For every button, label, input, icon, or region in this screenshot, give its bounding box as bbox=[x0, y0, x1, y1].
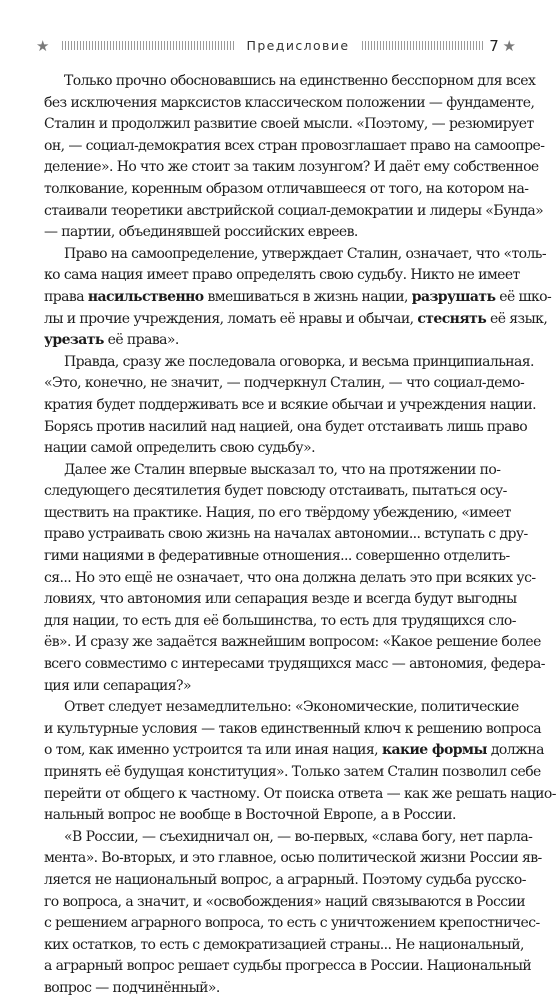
line-text: ция или сепарация?» bbox=[44, 677, 191, 694]
line-text: а аграрный вопрос решает судьбы прогресса в России. Национальный bbox=[44, 958, 532, 975]
line-text: — партии, объединявшей российских евреев. bbox=[44, 224, 358, 241]
text-line bbox=[44, 870, 526, 892]
emphasis-text: какие формы bbox=[381, 742, 487, 759]
line-text: Далее же Сталин впервые высказал то, что на протяжении по- bbox=[64, 461, 501, 478]
star-icon: ★ bbox=[36, 37, 50, 55]
text-line bbox=[44, 719, 541, 741]
text-line bbox=[44, 287, 552, 309]
text-line bbox=[44, 740, 544, 762]
line-text: её права». bbox=[103, 332, 179, 349]
line-text: толкование, коренным образом отличавшееся от того, на котором на- bbox=[44, 180, 529, 197]
text-line bbox=[44, 222, 496, 244]
text-line bbox=[44, 956, 532, 978]
emphasis-text: урезать bbox=[44, 332, 104, 349]
line-text: ся... Но это ещё не означает, что она должна делать это при всяких ус- bbox=[44, 569, 536, 586]
line-text: «Это, конечно, не значит, — подчеркнул Сталин, — что социал-демо- bbox=[44, 375, 525, 392]
text-line bbox=[44, 762, 541, 784]
line-text: права bbox=[44, 288, 88, 305]
text-line bbox=[44, 265, 520, 287]
text-line bbox=[44, 481, 507, 503]
text-line bbox=[44, 201, 544, 223]
line-text: нации самой определить свою судьбу». bbox=[44, 440, 315, 457]
line-text: с решением аграрного вопроса, то есть с уничтожением крепостничес- bbox=[44, 915, 540, 932]
text-line bbox=[44, 395, 537, 417]
line-text: деление». Но что же стоит за таким лозунгом? И даёт ему собственное bbox=[44, 159, 539, 176]
text-line bbox=[44, 244, 546, 266]
line-text: Сталин и продолжил развитие своей мысли. «Поэтому, — резюмирует bbox=[44, 116, 534, 133]
text-line bbox=[44, 848, 542, 870]
line-text: лы и прочие учреждения, ломать её нравы и обычаи, bbox=[44, 310, 418, 327]
text-line bbox=[44, 93, 535, 115]
line-text: вмешиваться в жизнь нации, bbox=[203, 288, 412, 305]
line-text: ляется не национальный вопрос, а аграрный. Поэтому судьба русско- bbox=[44, 871, 526, 888]
line-text: ществить на практике. Нация, по его твёрдому убеждению, «имеет bbox=[44, 504, 511, 521]
line-text: её язык, bbox=[486, 310, 548, 327]
line-text: следующего десятилетия будет повсюду отстаивать, пытаться осу- bbox=[44, 483, 507, 500]
line-text: её шко- bbox=[495, 288, 552, 305]
line-text: Борясь против насилий над нацией, она будет отстаивать лишь право bbox=[44, 418, 528, 435]
text-line bbox=[44, 438, 496, 460]
emphasis-text: стеснять bbox=[417, 310, 487, 327]
emphasis-text: насильственно bbox=[87, 288, 204, 305]
text-line bbox=[44, 309, 548, 331]
line-text: гими нациями в федеративные отношения... совершенно отделить- bbox=[44, 548, 510, 565]
text-line bbox=[44, 632, 541, 654]
text-line bbox=[44, 589, 517, 611]
text-line bbox=[44, 179, 529, 201]
line-text: ких остатков, то есть с демократизацией страны... Не национальный, bbox=[44, 936, 524, 953]
line-text: он, — социал-демократия всех стран провозглашает право на самоопре- bbox=[44, 137, 545, 154]
line-text: без исключения марксистов классическом положении — фундаменте, bbox=[44, 94, 535, 111]
line-text: нальный вопрос не вообще в Восточной Европе, а в России. bbox=[44, 807, 456, 824]
running-header bbox=[36, 36, 516, 56]
line-text: ко сама нация имеет право определять свою судьбу. Никто не имеет bbox=[44, 267, 520, 284]
line-text: должна bbox=[486, 742, 544, 759]
line-text: принять её будущая конституция». Только затем Сталин позволил себе bbox=[44, 764, 541, 780]
text-line bbox=[44, 352, 534, 374]
text-line bbox=[44, 373, 525, 395]
text-line bbox=[44, 611, 516, 633]
dotted-rule-left bbox=[62, 41, 234, 50]
running-title: Предисловие bbox=[246, 38, 350, 53]
star-icon: ★ bbox=[502, 37, 516, 55]
line-text: «В России, — съехидничал он, — во-первых, «слава богу, нет парла- bbox=[64, 828, 533, 845]
line-text: ёв». И сразу же задаётся важнейшим вопросом: «Какое решение более bbox=[44, 634, 541, 651]
text-line bbox=[44, 784, 556, 806]
text-line bbox=[44, 524, 528, 546]
line-text: право устраивать свою жизнь на началах автономии... вступать с дру- bbox=[44, 526, 528, 543]
line-text: перейти от общего к частному. От поиска ответа — как же решать нацио- bbox=[44, 785, 556, 802]
line-text: вопрос — подчинённый». bbox=[44, 979, 220, 996]
text-line bbox=[44, 114, 534, 136]
line-text: Право на самоопределение, утверждает Сталин, означает, что «толь- bbox=[64, 245, 546, 262]
text-line bbox=[44, 654, 545, 676]
text-line bbox=[44, 892, 525, 914]
line-text: всего совместимо с интересами трудящихся масс — автономия, федера- bbox=[44, 656, 545, 673]
line-text: для нации, то есть для её большинства, то есть для трудящихся сло- bbox=[44, 612, 516, 629]
text-line bbox=[44, 546, 510, 568]
line-text: о том, как именно устроится та или иная нация, bbox=[44, 742, 382, 759]
text-line bbox=[44, 417, 528, 439]
line-text: го вопроса, а значит, и «освобождения» наций связываются в России bbox=[44, 893, 525, 910]
text-line bbox=[44, 330, 496, 352]
text-line bbox=[44, 827, 533, 849]
line-text: и культурные условия — таков единственный ключ к решению вопроса bbox=[44, 720, 541, 737]
body-text bbox=[44, 71, 556, 1000]
line-text: мента». Во-вторых, и это главное, осью политической жизни России яв- bbox=[44, 850, 542, 867]
text-line bbox=[44, 805, 496, 827]
page-number: 7 bbox=[489, 37, 499, 55]
text-line bbox=[44, 568, 536, 590]
text-line bbox=[44, 913, 540, 935]
dotted-rule-right bbox=[362, 41, 484, 50]
line-text: кратия будет поддерживать все и всякие обычаи и учреждения нации. bbox=[44, 396, 537, 413]
line-text: Правда, сразу же последовала оговорка, и весьма принципиальная. bbox=[64, 353, 534, 370]
text-line bbox=[44, 71, 536, 93]
text-line bbox=[44, 978, 496, 1000]
line-text: стаивали теоретики австрийской социал-демократии и лидеры «Бунда» bbox=[44, 202, 544, 219]
line-text: Ответ следует незамедлительно: «Экономические, политические bbox=[64, 699, 519, 716]
text-line bbox=[44, 503, 511, 525]
text-line bbox=[44, 136, 545, 158]
text-line bbox=[44, 676, 496, 698]
text-line bbox=[44, 697, 519, 719]
emphasis-text: разрушать bbox=[411, 288, 496, 305]
line-text: ловиях, что автономия или сепарация везде и всегда будут выгодны bbox=[44, 591, 517, 608]
text-line bbox=[44, 935, 524, 957]
line-text: Только прочно обосновавшись на единственно бесспорном для всех bbox=[64, 73, 536, 89]
text-line bbox=[44, 460, 501, 482]
text-line bbox=[44, 157, 539, 179]
